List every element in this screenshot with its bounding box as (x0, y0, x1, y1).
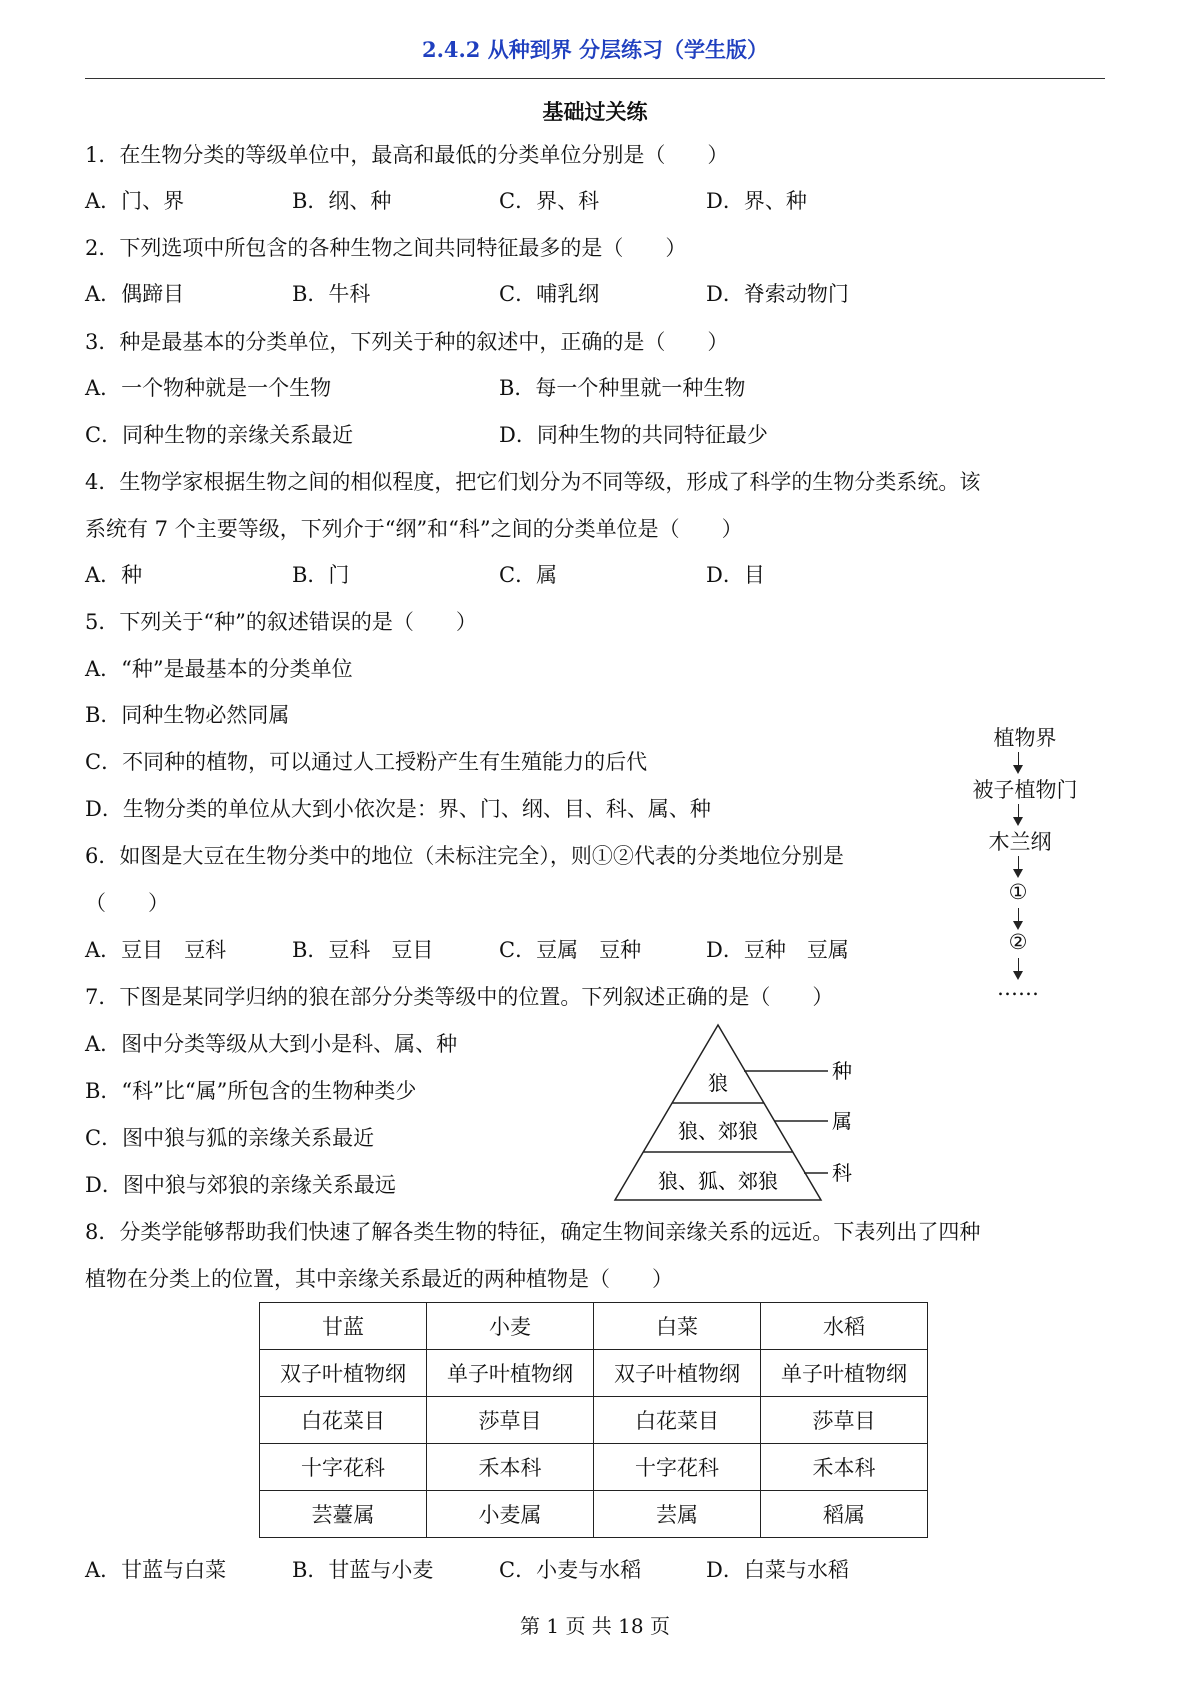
question-2-option-d[interactable]: D．脊索动物门 (706, 282, 849, 306)
table-cell: 单子叶植物纲 (761, 1350, 928, 1397)
question-3-option-c[interactable]: C．同种生物的亲缘关系最近 (85, 423, 354, 447)
table-cell: 芸薹属 (260, 1491, 427, 1538)
question-8-option-b[interactable]: B．甘蓝与小麦 (292, 1558, 434, 1582)
diagram-arrow (1018, 752, 1019, 772)
table-cell: 小麦属 (427, 1491, 594, 1538)
document-title: 2.4.2 从种到界 分层练习（学生版） (421, 37, 769, 62)
header-divider (85, 78, 1105, 79)
pyramid-level-family: 狼、狐、郊狼 (658, 1169, 778, 1193)
question-4-option-c[interactable]: C．属 (499, 563, 558, 587)
question-5-option-a[interactable]: A．“种”是最基本的分类单位 (85, 657, 353, 681)
table-cell: 稻属 (761, 1491, 928, 1538)
pyramid-rank-species: 种 (832, 1059, 852, 1083)
diagram-phylum-label: 被子植物门 (972, 778, 1078, 802)
table-cell: 禾本科 (427, 1444, 594, 1491)
question-5-option-b[interactable]: B．同种生物必然同属 (85, 703, 290, 727)
table-cell: 白花菜目 (594, 1397, 761, 1444)
table-cell: 双子叶植物纲 (594, 1350, 761, 1397)
question-8-option-c[interactable]: C．小麦与水稻 (499, 1558, 642, 1582)
question-2-option-b[interactable]: B．牛科 (292, 282, 371, 306)
question-6-option-d[interactable]: D．豆种 豆属 (706, 938, 849, 962)
table-cell: 芸属 (594, 1491, 761, 1538)
table-cell: 水稻 (761, 1303, 928, 1350)
question-5-stem: 5．下列关于“种”的叙述错误的是（ ） (85, 610, 477, 634)
table-cell: 甘蓝 (260, 1303, 427, 1350)
question-6-option-b[interactable]: B．豆科 豆目 (292, 938, 434, 962)
page-footer: 第 1 页 共 18 页 (520, 1614, 670, 1638)
table-row (260, 1303, 928, 1350)
pyramid-rank-family: 科 (832, 1161, 852, 1185)
question-3-option-d[interactable]: D．同种生物的共同特征最少 (499, 423, 768, 447)
section-title: 基础过关练 (542, 99, 648, 124)
table-cell: 白花菜目 (260, 1397, 427, 1444)
diagram-marker-2: ② (1008, 930, 1028, 954)
diagram-arrow (1018, 908, 1019, 928)
question-3-option-a[interactable]: A．一个物种就是一个生物 (85, 376, 332, 400)
question-8-option-d[interactable]: D．白菜与水稻 (706, 1558, 849, 1582)
table-cell: 禾本科 (761, 1444, 928, 1491)
question-2-stem: 2．下列选项中所包含的各种生物之间共同特征最多的是（ ） (85, 236, 687, 260)
table-cell: 小麦 (427, 1303, 594, 1350)
question-6-stem-line-1: 6．如图是大豆在生物分类中的地位（未标注完全），则①②代表的分类地位分别是 (85, 844, 844, 868)
pyramid-rank-genus: 属 (832, 1109, 852, 1133)
table-cell: 单子叶植物纲 (427, 1350, 594, 1397)
table-cell: 十字花科 (260, 1444, 427, 1491)
pyramid-level-species: 狼 (708, 1071, 728, 1095)
question-6-stem-line-2: （ ） (85, 891, 169, 915)
question-1-stem: 1．在生物分类的等级单位中，最高和最低的分类单位分别是（ ） (85, 143, 729, 167)
question-2-option-c[interactable]: C．哺乳纲 (499, 282, 600, 306)
table-row (260, 1397, 928, 1444)
question-4-option-a[interactable]: A．种 (85, 563, 143, 587)
table-row (260, 1444, 928, 1491)
question-1-option-d[interactable]: D．界、种 (706, 189, 807, 213)
question-6-option-a[interactable]: A．豆目 豆科 (85, 938, 227, 962)
question-8-stem-line-2: 植物在分类上的位置，其中亲缘关系最近的两种植物是（ ） (85, 1267, 673, 1291)
question-5-option-d[interactable]: D．生物分类的单位从大到小依次是：界、门、纲、目、科、属、种 (85, 797, 711, 821)
table-cell: 莎草目 (427, 1397, 594, 1444)
table-cell: 白菜 (594, 1303, 761, 1350)
question-3-option-b[interactable]: B．每一个种里就一种生物 (499, 376, 746, 400)
question-8-option-a[interactable]: A．甘蓝与白菜 (85, 1558, 227, 1582)
plant-classification-table (259, 1302, 928, 1538)
question-1-option-c[interactable]: C．界、科 (499, 189, 600, 213)
question-3-stem: 3．种是最基本的分类单位，下列关于种的叙述中，正确的是（ ） (85, 330, 729, 354)
table-cell: 双子叶植物纲 (260, 1350, 427, 1397)
question-1-option-a[interactable]: A．门、界 (85, 189, 185, 213)
question-4-option-d[interactable]: D．目 (706, 563, 765, 587)
pyramid-level-genus: 狼、郊狼 (678, 1119, 758, 1143)
wolf-classification-pyramid (610, 1020, 870, 1205)
diagram-kingdom-label: 植物界 (993, 726, 1057, 750)
diagram-marker-1: ① (1008, 880, 1028, 904)
diagram-arrow (1018, 958, 1019, 978)
question-7-option-a[interactable]: A．图中分类等级从大到小是科、属、种 (85, 1032, 458, 1056)
question-2-option-a[interactable]: A．偶蹄目 (85, 282, 185, 306)
question-8-stem-line-1: 8．分类学能够帮助我们快速了解各类生物的特征，确定生物间亲缘关系的远近。下表列出了四种 (85, 1220, 981, 1244)
question-1-option-b[interactable]: B．纲、种 (292, 189, 392, 213)
diagram-ellipsis: …… (997, 976, 1039, 1000)
table-row (260, 1350, 928, 1397)
diagram-arrow (1018, 804, 1019, 824)
question-4-stem-line-1: 4．生物学家根据生物之间的相似程度，把它们划分为不同等级，形成了科学的生物分类系统。该 (85, 470, 981, 494)
question-7-option-d[interactable]: D．图中狼与郊狼的亲缘关系最远 (85, 1173, 396, 1197)
question-4-option-b[interactable]: B．门 (292, 563, 350, 587)
table-cell: 十字花科 (594, 1444, 761, 1491)
question-5-option-c[interactable]: C．不同种的植物，可以通过人工授粉产生有生殖能力的后代 (85, 750, 648, 774)
table-cell: 莎草目 (761, 1397, 928, 1444)
question-7-option-c[interactable]: C．图中狼与狐的亲缘关系最近 (85, 1126, 375, 1150)
question-7-option-b[interactable]: B．“科”比“属”所包含的生物种类少 (85, 1079, 417, 1103)
diagram-arrow (1018, 856, 1019, 876)
table-row (260, 1491, 928, 1538)
question-6-option-c[interactable]: C．豆属 豆种 (499, 938, 642, 962)
diagram-class-label: 木兰纲 (988, 830, 1052, 854)
question-4-stem-line-2: 系统有 7 个主要等级，下列介于“纲”和“科”之间的分类单位是（ ） (85, 517, 743, 541)
question-7-stem: 7．下图是某同学归纳的狼在部分分类等级中的位置。下列叙述正确的是（ ） (85, 985, 834, 1009)
